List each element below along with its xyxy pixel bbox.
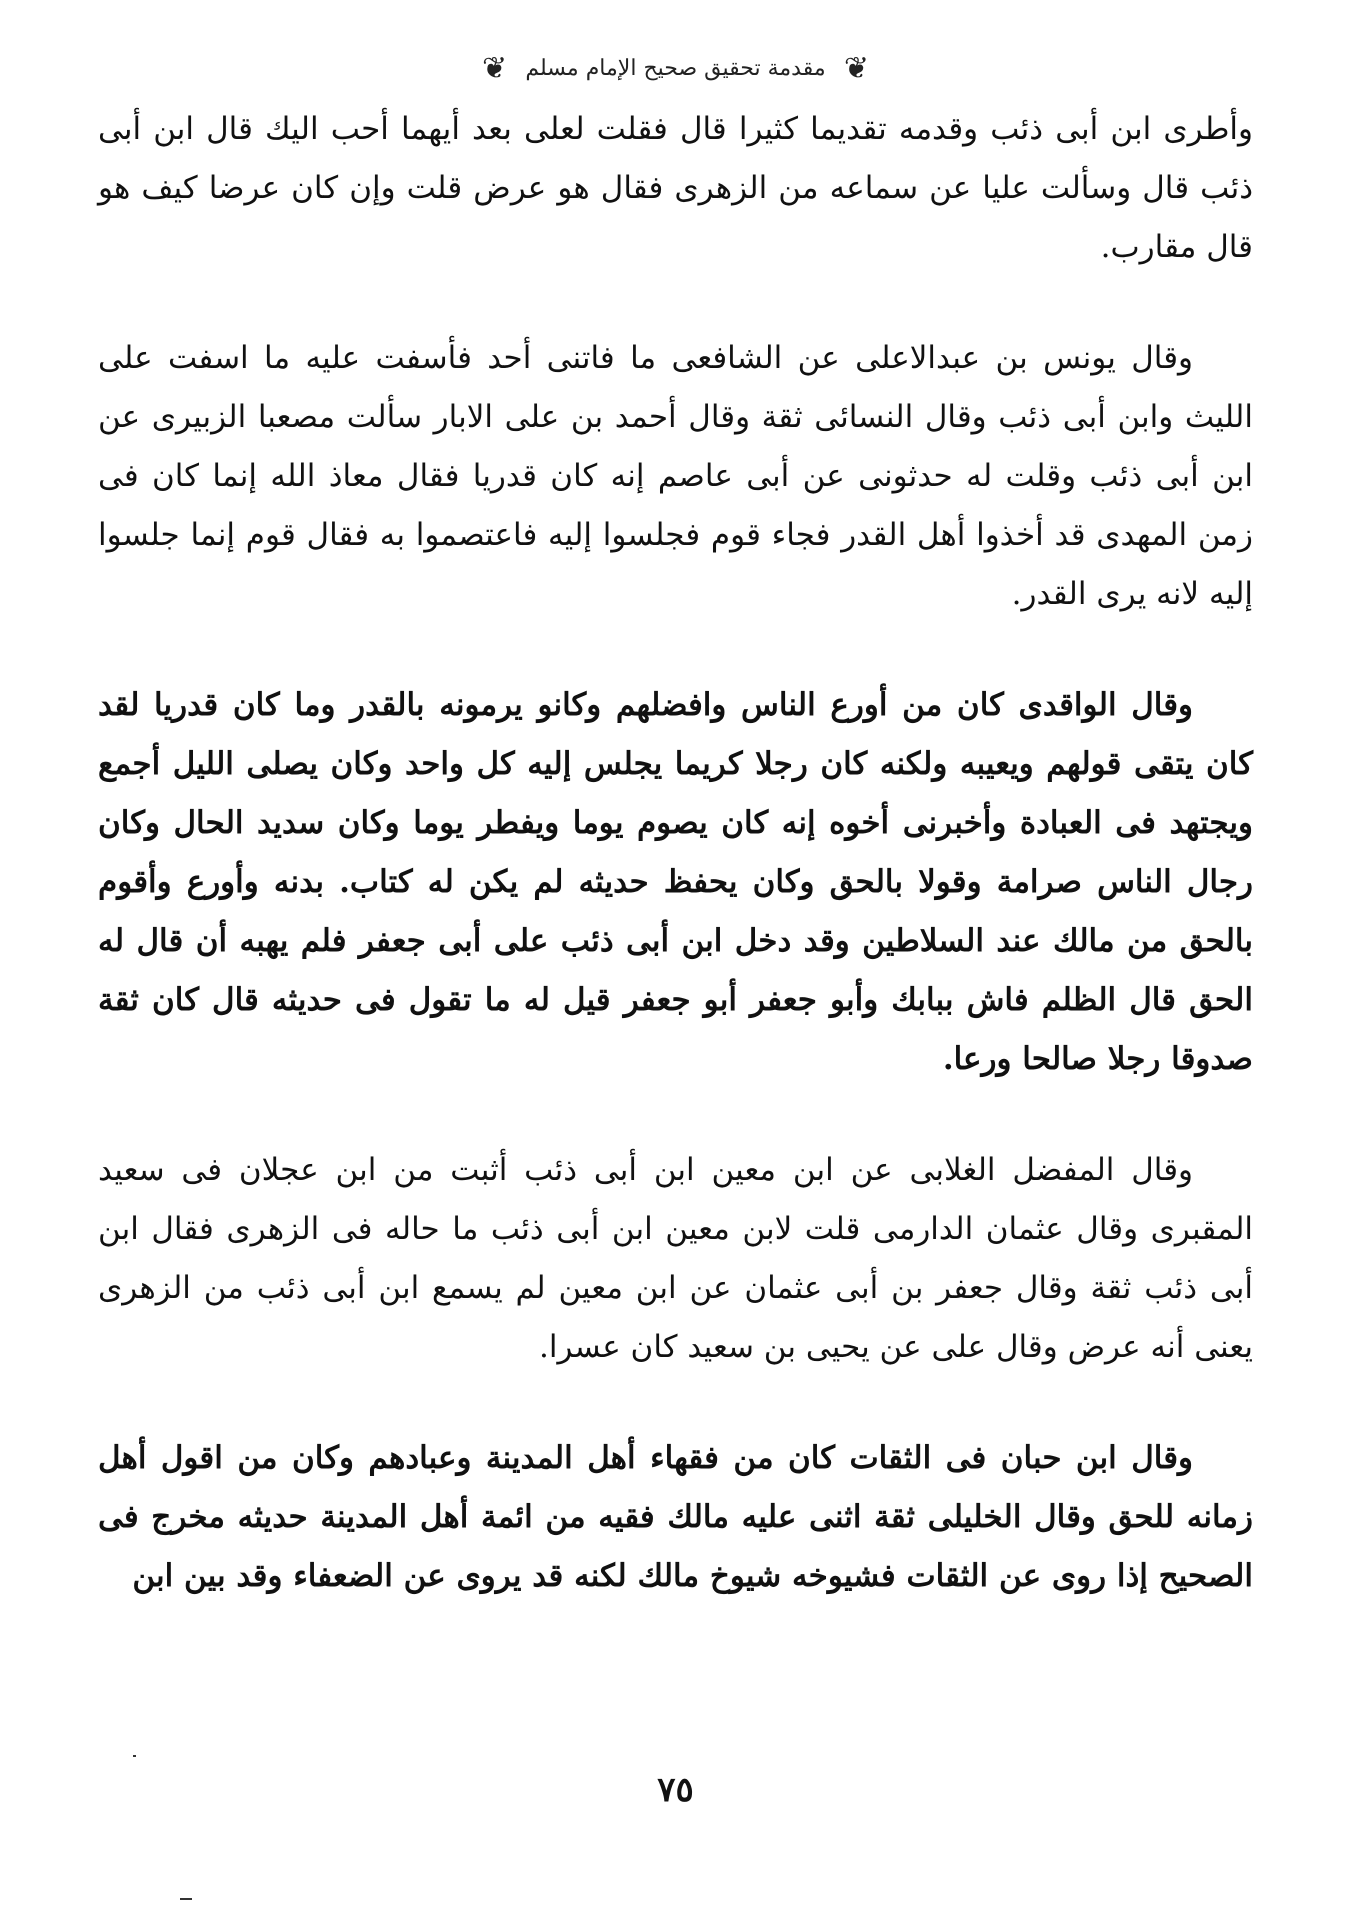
paragraph: وأطرى ابن أبى ذئب وقدمه تقديما كثيرا قال فقلت لعلى بعد أيهما أحب اليك قال ابن أبى ذئب قال وسألت عليا عن سماعه من الزهرى فقال هو عرض قلت وإن كان عرضا كيف هو قال مقارب. bbox=[98, 111, 1253, 265]
page-number: ٧٥ bbox=[657, 1770, 694, 1810]
paragraph: وقال المفضل الغلابى عن ابن معين ابن أبى ذئب أثبت من ابن عجلان فى سعيد المقبرى وقال عثمان الدارمى قلت لابن معين ابن أبى ذئب ما حاله فى الزهرى فقال ابن أبى ذئب ثقة وقال جعفر بن أبى عثمان عن ابن معين لم يسمع ابن أبى ذئب من الزهرى يعنى أنه عرض وقال على عن يحيى بن سعيد كان عسرا. bbox=[98, 1152, 1253, 1365]
scan-speck bbox=[180, 1898, 192, 1900]
paragraph: وقال يونس بن عبدالاعلى عن الشافعى ما فاتنى أحد فأسفت عليه ما اسفت على الليث وابن أبى ذئب وقال النسائى ثقة وقال أحمد بن على الابار سألت مصعبا الزبيرى عن ابن أبى ذئب وقلت له حدثونى عن أبى عاصم إنه كان قدريا فقال معاذ الله إنما كان فى زمن المهدى قد أخذوا أهل القدر فجاء قوم فجلسوا إليه فاعتصموا به فقال قوم إنما جلسوا إليه لانه يرى القدر. bbox=[98, 340, 1253, 612]
paragraph: وقال ابن حبان فى الثقات كان من فقهاء أهل المدينة وعبادهم وكان من اقول أهل زمانه للحق وقال الخليلى ثقة اثنى عليه مالك فقيه من ائمة أهل المدينة حديثه مخرج فى الصحيح إذا روى عن الثقات فشيوخه شيوخ مالك لكنه قد يروى عن الضعفاء وقد بين ابن bbox=[98, 1440, 1253, 1594]
scan-speck bbox=[133, 1755, 136, 1757]
body-text bbox=[98, 100, 1253, 1658]
running-header bbox=[0, 48, 1351, 89]
ornament-icon: ❦ bbox=[843, 51, 870, 86]
running-header-title: مقدمة تحقيق صحيح الإمام مسلم bbox=[525, 56, 826, 81]
ornament-icon: ❦ bbox=[481, 51, 508, 86]
paragraph: وقال الواقدى كان من أورع الناس وافضلهم وكانو يرمونه بالقدر وما كان قدريا لقد كان يتقى قولهم ويعيبه ولكنه كان رجلا كريما يجلس إليه كل واحد وكان يصلى الليل أجمع ويجتهد فى العبادة وأخبرنى أخوه إنه كان يصوم يوما ويفطر يوما وكان سديد الحال وكان رجال الناس صرامة وقولا بالحق وكان يحفظ حديثه لم يكن له كتاب. بدنه وأورع وأقوم بالحق من مالك عند السلاطين وقد دخل ابن أبى ذئب على أبى جعفر فلم يهبه أن قال له الحق قال الظلم فاش ببابك وأبو جعفر أبو جعفر قيل له ما تقول فى حديثه قال كان ثقة صدوقا رجلا صالحا ورعا. bbox=[98, 687, 1253, 1077]
